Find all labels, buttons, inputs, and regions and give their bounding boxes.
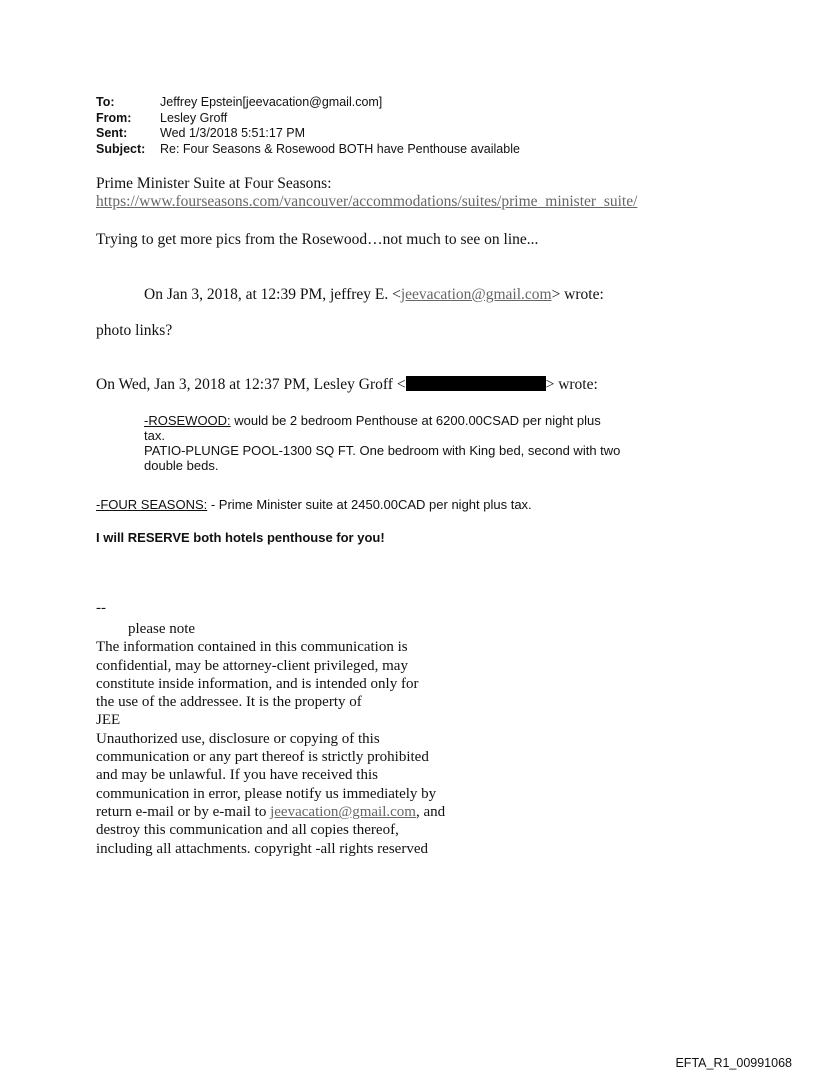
rosewood-text-3: PATIO-PLUNGE POOL-1300 SQ FT. One bedroom with King bed, second with two <box>144 443 621 458</box>
email-header <box>96 95 520 157</box>
to-label: To: <box>96 95 115 109</box>
subject-label: Subject: <box>96 141 146 156</box>
subject-value: Re: Four Seasons & Rosewood BOTH have Penthouse available <box>160 141 520 156</box>
disclaimer <box>96 620 476 858</box>
disclaimer-line: JEE <box>96 712 121 729</box>
rosewood-text-1: would be 2 bedroom Penthouse at 6200.00CSAD per night plus <box>230 413 601 428</box>
disclaimer-line: communication or any part thereof is strictly prohibited <box>96 749 429 766</box>
quote2-prefix: On Wed, Jan 3, 2018 at 12:37 PM, Lesley Groff < <box>96 376 406 393</box>
email-line-prefix: return e-mail or by e-mail to <box>96 803 271 820</box>
rosewood-text-4: double beds. <box>144 458 219 473</box>
rosewood-block <box>144 413 684 473</box>
from-row <box>96 111 520 127</box>
please-note: please note <box>128 621 196 637</box>
disclaimer-line: including all attachments. copyright -all rights reserved <box>96 840 428 857</box>
quote2-suffix: > wrote: <box>545 376 598 393</box>
disclaimer-line: constitute inside information, and is intended only for <box>96 675 419 692</box>
disclaimer-line: communication in error, please notify us immediately by <box>96 785 437 802</box>
suite-title: Prime Minister Suite at Four Seasons: <box>96 175 332 192</box>
to-row <box>96 95 520 111</box>
disclaimer-line: and may be unlawful. If you have received this <box>96 767 378 784</box>
reserve-line: I will RESERVE both hotels penthouse for you! <box>96 530 385 545</box>
disclaimer-line: the use of the addressee. It is the property of <box>96 694 362 711</box>
fourseasons-line <box>96 497 532 512</box>
to-value: Jeffrey Epstein[jeevacation@gmail.com] <box>160 95 383 109</box>
sent-value: Wed 1/3/2018 5:51:17 PM <box>160 126 306 140</box>
quote1-suffix: > wrote: <box>551 286 604 303</box>
disclaimer-line: Unauthorized use, disclosure or copying of this <box>96 730 380 747</box>
suite-link[interactable]: https://www.fourseasons.com/vancouver/accommodations/suites/prime_minister_suite/ <box>96 193 638 210</box>
photo-links: photo links? <box>96 322 173 339</box>
subject-row <box>96 142 520 158</box>
redaction-block <box>406 376 546 391</box>
trying-line: Trying to get more pics from the Rosewood…not much to see on line... <box>96 231 539 248</box>
disclaimer-email-link[interactable]: jeevacation@gmail.com <box>270 803 416 820</box>
rosewood-text-2: tax. <box>144 428 165 443</box>
quote1-prefix: On Jan 3, 2018, at 12:39 PM, jeffrey E. < <box>144 286 401 303</box>
disclaimer-line: destroy this communication and all copies thereof, <box>96 822 399 839</box>
rosewood-label: -ROSEWOOD: <box>144 413 231 428</box>
disclaimer-line: The information contained in this communication is <box>96 639 408 656</box>
document-id: EFTA_R1_00991068 <box>675 1056 792 1070</box>
quote1-line <box>144 286 604 304</box>
quote2-line <box>96 376 598 394</box>
fourseasons-text: - Prime Minister suite at 2450.00CAD per night plus tax. <box>207 497 532 512</box>
from-label: From: <box>96 110 132 125</box>
sent-row <box>96 126 520 142</box>
from-value: Lesley Groff <box>160 110 228 125</box>
rosewood-line-1 <box>144 413 684 428</box>
quote1-email-link[interactable]: jeevacation@gmail.com <box>400 286 552 303</box>
email-line-suffix: , and <box>415 803 446 820</box>
disclaimer-email-line <box>96 803 476 821</box>
fourseasons-label: -FOUR SEASONS: <box>96 497 208 512</box>
signature-dashes: -- <box>96 600 106 616</box>
disclaimer-line: confidential, may be attorney-client privileged, may <box>96 657 408 674</box>
sent-label: Sent: <box>96 126 128 140</box>
